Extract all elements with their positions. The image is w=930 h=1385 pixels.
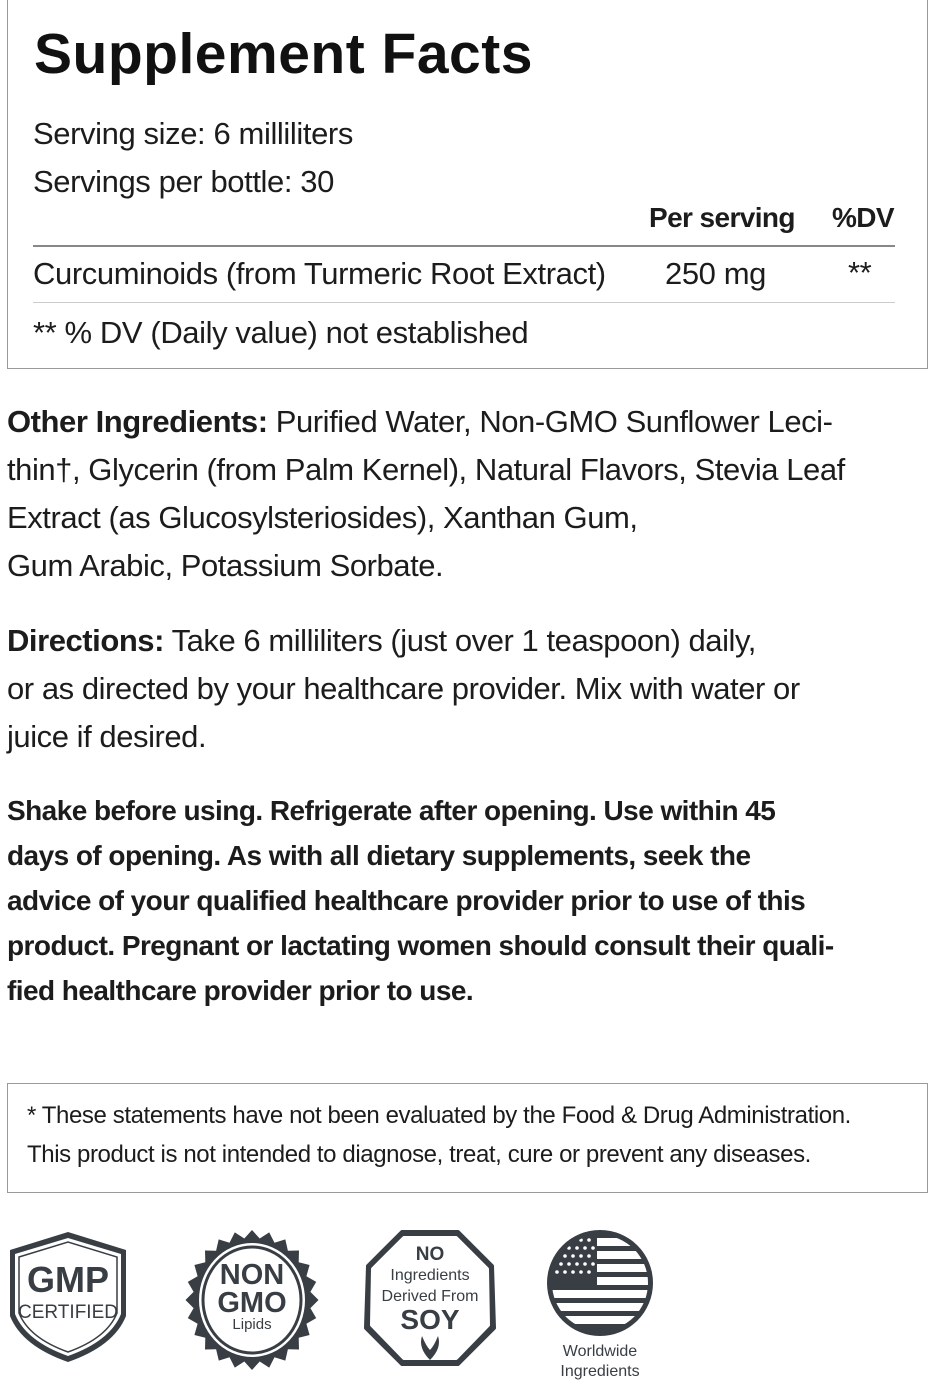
facts-title: Supplement Facts: [34, 22, 533, 86]
servings-per-bottle: Servings per bottle: 30: [33, 164, 334, 199]
svg-text:Lipids: Lipids: [232, 1316, 272, 1333]
per-serving-header: Per serving: [649, 202, 795, 233]
supplement-facts-panel: [7, 0, 928, 369]
svg-text:Ingredients: Ingredients: [390, 1267, 470, 1284]
ingredient-dv: **: [848, 255, 872, 290]
svg-text:CERTIFIED: CERTIFIED: [18, 1302, 118, 1323]
ingredient-name: Curcuminoids (from Turmeric Root Extract): [33, 256, 606, 291]
svg-text:Worldwide: Worldwide: [562, 1343, 638, 1360]
other-ingredients-label: Other Ingredients:: [7, 404, 268, 439]
dv-header: %DV: [832, 202, 894, 233]
ingredient-amount: 250 mg: [665, 256, 766, 291]
svg-text:Ingredients: Ingredients: [560, 1363, 640, 1380]
serving-size: Serving size: 6 milliliters: [33, 116, 353, 151]
svg-text:GMP: GMP: [26, 1259, 110, 1300]
warning-text: Shake before using. Refrigerate after opening. Use within 45 days of opening. As with all dietary supplements, seek the advice of your qualified healthcare provider prior to use of this product. Pregnant or lactating women should consult their quali- fied healthcare provider prior to use.: [7, 795, 834, 1006]
other-ingredients: Other Ingredients: Purified Water, Non-GMO Sunflower Leci- thin†, Glycerin (from Palm Kernel), Natural Flavors, Stevia Leaf Extract (as Glucosylsteriosides), Xanthan Gum, Gum Arabic, Potassium Sorbate.: [7, 404, 845, 583]
svg-text:SOY: SOY: [400, 1304, 460, 1335]
fda-disclaimer: * These statements have not been evaluated by the Food & Drug Administration. This product is not intended to diagnose, treat, cure or prevent any diseases.: [7, 1083, 928, 1193]
header-rule: [33, 245, 895, 247]
non-gmo-lipids-badge: [180, 1228, 324, 1372]
directions: Directions: Take 6 milliliters (just over 1 teaspoon) daily, or as directed by your healthcare provider. Mix with water or juice if desired.: [7, 623, 800, 754]
row-rule: [33, 302, 895, 303]
worldwide-ingredients-badge: [545, 1228, 657, 1384]
svg-text:Derived From: Derived From: [381, 1288, 479, 1305]
no-soy-badge: [362, 1228, 498, 1368]
svg-text:GMO: GMO: [217, 1287, 287, 1319]
svg-text:NON: NON: [219, 1259, 285, 1291]
svg-text:NO: NO: [415, 1244, 445, 1265]
dv-footnote: ** % DV (Daily value) not established: [33, 315, 529, 350]
directions-label: Directions:: [7, 623, 164, 658]
gmp-certified-badge: [2, 1228, 134, 1368]
